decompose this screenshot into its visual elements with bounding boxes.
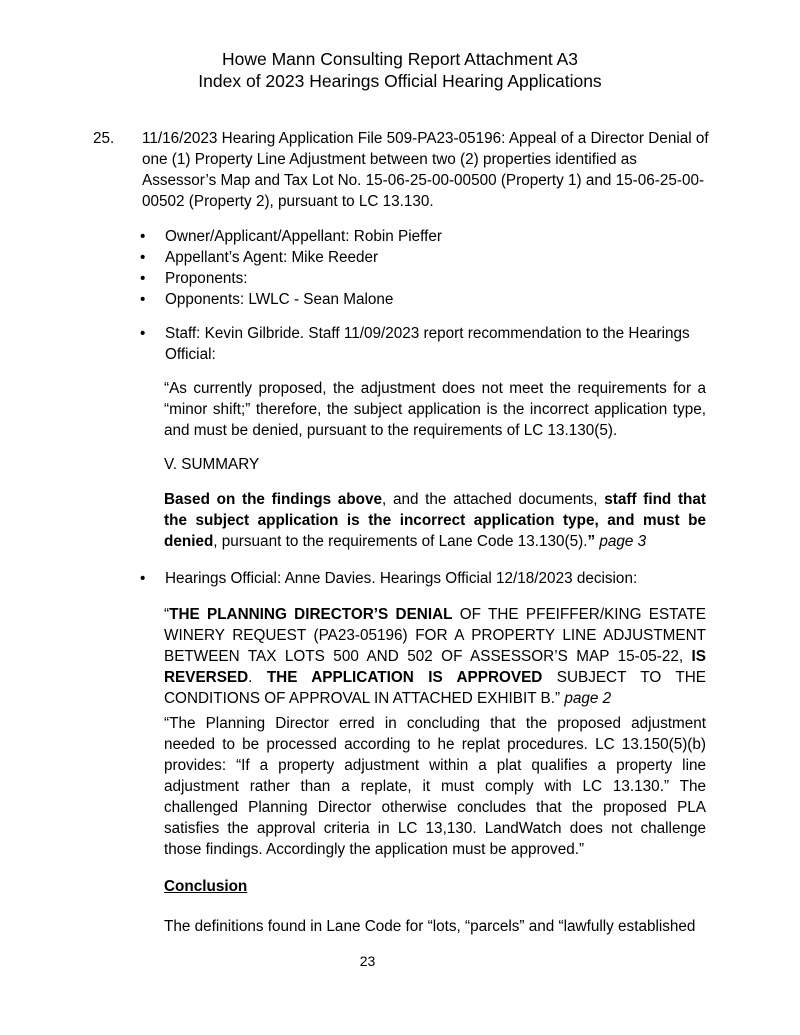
- conclusion-text: The definitions found in Lane Code for “lots, “parcels” and “lawfully established: [164, 918, 696, 935]
- list-item: [138, 226, 716, 247]
- decision-separator: .: [248, 669, 267, 686]
- header-title: Howe Mann Consulting Report Attachment A3: [221, 49, 579, 69]
- page-number: 23: [359, 953, 376, 969]
- summary-heading: V. SUMMARY: [164, 456, 260, 473]
- summary-bold-lead: Based on the findings above: [164, 491, 382, 508]
- bullet-icon: •: [140, 270, 146, 287]
- summary-page-ref: page 3: [595, 533, 647, 550]
- summary-bold-finding: staff find that the subject application is the incorrect application type, and must be denied: [164, 491, 706, 550]
- staff-quote: “As currently proposed, the adjustment does not meet the requirements for a “minor shift;” therefore, the subject application is the incorrect application type, and must be denied, pursuant to the requirements of LC 13.130(5).: [164, 380, 706, 439]
- decision-bold-denial: THE PLANNING DIRECTOR’S DENIAL: [169, 606, 453, 623]
- bullet-icon: •: [140, 570, 146, 587]
- bullet-icon: •: [140, 228, 146, 245]
- participant-agent: Appellant’s Agent: Mike Reeder: [165, 249, 379, 266]
- bullet-icon: •: [140, 325, 146, 342]
- hearings-bullet: [138, 568, 716, 589]
- staff-text: Staff: Kevin Gilbride. Staff 11/09/2023 report recommendation to the Hearings Official:: [165, 325, 690, 363]
- participant-owner: Owner/Applicant/Appellant: Robin Pieffer: [165, 228, 442, 245]
- list-item: [138, 568, 716, 589]
- bullet-icon: •: [140, 291, 146, 308]
- decision-quote: [164, 604, 706, 709]
- list-item: [138, 268, 716, 289]
- list-item: [138, 323, 716, 365]
- bullet-icon: •: [140, 249, 146, 266]
- decision-bold-approved: THE APPLICATION IS APPROVED: [266, 669, 543, 686]
- conclusion-title: Conclusion: [164, 878, 248, 895]
- participant-list: [138, 226, 716, 310]
- list-item: [138, 247, 716, 268]
- participant-proponents: Proponents:: [165, 270, 248, 287]
- reasoning-quote: “The Planning Director erred in concluding that the proposed adjustment needed to be processed according to he replat procedures. LC 13.150(5)(b) provides: “If a property adjustment within a plat qualifies a property line adjustment rather than a replate, it must comply with LC 13.130.” The challenged Planning Director otherwise concludes that the proposed PLA satisfies the approval criteria in LC 13,130. LandWatch does not challenge those findings. Accordingly the application must be approved.”: [164, 715, 706, 858]
- summary-paragraph: [164, 489, 706, 552]
- decision-bold-reversed: IS REVERSED: [164, 648, 706, 686]
- page-header: [0, 48, 800, 92]
- summary-middle: , and the attached documents,: [382, 491, 605, 508]
- item-description: 11/16/2023 Hearing Application File 509-PA23-05196: Appeal of a Director Denial of one (1) Property Line Adjustment between two (2) properties identified as Assessor’s Map and Tax Lot No. 15-06-25-00-00500 (Property 1) and 15-06-25-00-00502 (Property 2), pursuant to LC 13.130.: [142, 130, 709, 210]
- conclusion-heading: [164, 876, 706, 897]
- hearings-text: Hearings Official: Anne Davies. Hearings Official 12/18/2023 decision:: [165, 570, 638, 587]
- header-subtitle: Index of 2023 Hearings Official Hearing Applications: [198, 71, 602, 91]
- participant-opponents: Opponents: LWLC - Sean Malone: [165, 291, 394, 308]
- staff-bullet: [138, 323, 716, 365]
- decision-page-ref: page 2: [560, 690, 612, 707]
- decision-end: SUBJECT TO THE CONDITIONS OF APPROVAL IN ATTACHED EXHIBIT B.”: [164, 669, 706, 707]
- list-item: [138, 289, 716, 310]
- summary-end: , pursuant to the requirements of Lane Code 13.130(5).: [213, 533, 588, 550]
- summary-close-quote: ”: [587, 533, 596, 550]
- decision-middle: OF THE PFEIFFER/KING ESTATE WINERY REQUEST (PA23-05196) FOR A PROPERTY LINE ADJUSTMENT BETWEEN TAX LOTS 500 AND 502 OF ASSESSOR’S MAP 15-05-22,: [164, 606, 707, 665]
- item-number: 25.: [93, 130, 115, 147]
- decision-open-quote: “: [164, 606, 170, 623]
